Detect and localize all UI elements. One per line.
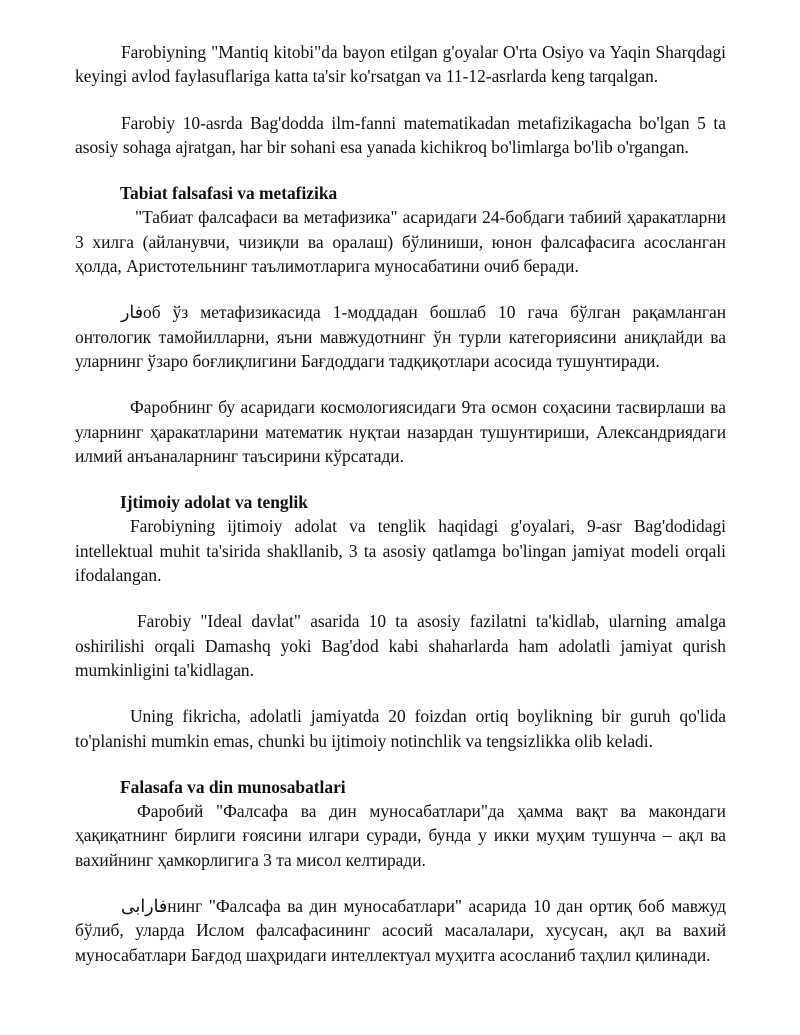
paragraph-text: нинг "Фалсафа ва дин муносабатлари" асарида 10 дан ортиқ боб мавжуд бўлиб, уларда Ислом фалсафасининг асосий масалалари, хусусан, ақл ва вахий муносабатлари Бағдод шаҳридаги интеллектуал муҳитга асосланиб таҳлил қилинади.: [75, 896, 726, 965]
paragraph-five-fields: Farobiy 10-asrda Bag'dodda ilm-fanni matematikadan metafizikagacha bo'lgan 5 ta asosiy sohaga ajratgan, har bir sohani esa yanada kichikroq bo'limlarga bo'lib o'rgangan.: [75, 112, 726, 157]
paragraph-natural-motion: "Табиат фалсафаси ва метафизика" асаридаги 24-бобдаги табиий ҳаракатларни 3 хилга (айланувчи, чизиқли ва оралаш) бўлиниши, юнон фалсафасига асосланган ҳолда, Аристотельнинг таълимотларига муносабатини очиб беради.: [75, 207, 726, 277]
paragraph-cosmology: Фаробнинг бу асаридаги космологиясидаги 9та осмон соҳасини тасвирлаши ва уларнинг ҳаракатларини математик нуқтаи назардан тушунтириши, Александриядаги илмий анъаналарнинг таъсирини кўрсатади.: [75, 397, 726, 466]
paragraph-wealth-distribution: Uning fikricha, adolatli jamiyatda 20 foizdan ortiq boylikning bir guruh qo'lida to'planishi mumkin emas, chunki bu ijtimoiy notinchlik va tengsizlikka olib keladi.: [75, 706, 726, 751]
heading-ijtimoiy-adolat: Ijtimoiy adolat va tenglik: [120, 492, 308, 513]
paragraph-text: об ўз метафизикасида 1-моддадан бошлаб 10 гача бўлган рақамланган онтологик тамойилларни, яъни мавжудотнинг ўн турли категориясини аниқлайди ва уларнинг ўзаро боғлиқлигини Бағдоддаги тадқиқотлари асосида тушунтиради.: [75, 302, 726, 371]
paragraph-ontological-principles: [75, 300, 726, 373]
paragraph-social-justice: Farobiyning ijtimoiy adolat va tenglik haqidagi g'oyalari, 9-asr Bag'dodidagi intellektual muhit ta'sirida shakllanib, 3 ta asosiy qatlamga bo'lingan jamiyat modeli orqali ifodalangan.: [75, 516, 726, 586]
heading-tabiat-falsafasi: Tabiat falsafasi va metafizika: [120, 183, 338, 204]
arabic-name-fragment: فارابی: [121, 896, 168, 917]
paragraph-reason-revelation: Фаробий "Фалсафа ва дин муносабатлари"да ҳамма вақт ва макондаги ҳақиқатнинг бирлиги ғоясини илгари суради, бунда у икки муҳим тушунча – ақл ва вахийнинг ҳамкорлигига 3 та мисол келтиради.: [75, 801, 726, 870]
heading-falasafa-din: Falasafa va din munosabatlari: [120, 776, 346, 797]
document-page: [75, 40, 726, 967]
paragraph-mantiq-kitobi: Farobiyning "Mantiq kitobi"da bayon etilgan g'oyalar O'rta Osiyo va Yaqin Sharqdagi keyingi avlod faylasuflariga katta ta'sir ko'rsatgan va 11-12-asrlarda keng tarqalgan.: [75, 42, 726, 87]
paragraph-philosophy-religion-work: [75, 894, 726, 967]
paragraph-ideal-state: Farobiy "Ideal davlat" asarida 10 ta asosiy fazilatni ta'kidlab, ularning amalga oshirilishi orqali Damashq yoki Bag'dod kabi shaharlarda ham adolatli jamiyat qurish mumkinligini ta'kidlagan.: [75, 611, 726, 680]
arabic-name-fragment: فار: [121, 302, 144, 323]
